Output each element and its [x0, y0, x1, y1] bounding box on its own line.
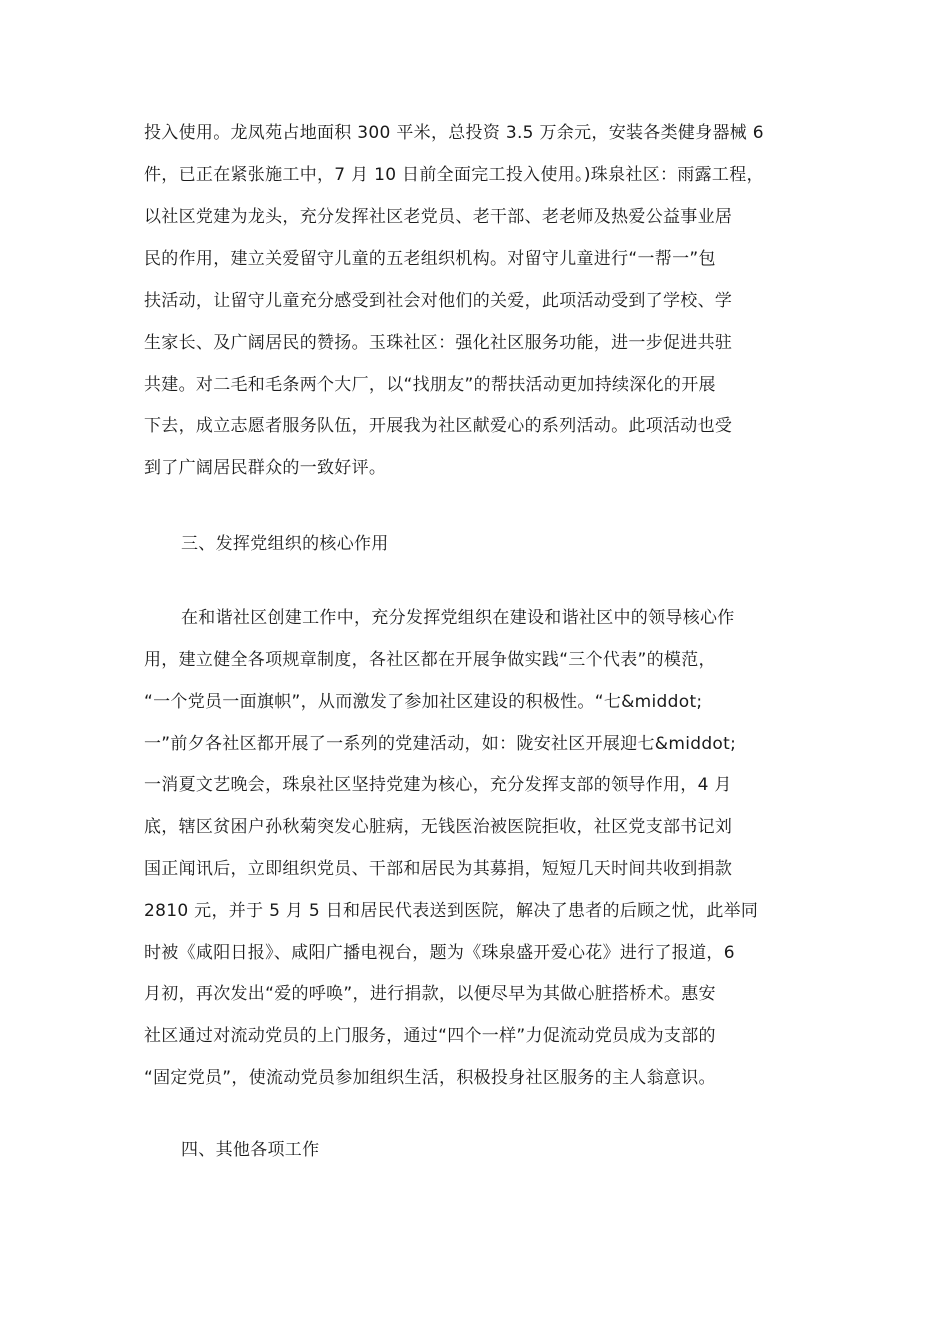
paragraph-line: 底，辖区贫困户孙秋菊突发心脏病，无钱医治被医院拒收，社区党支部书记刘 — [144, 817, 733, 837]
paragraph-line: 生家长、及广阔居民的赞扬。玉珠社区：强化社区服务功能，进一步促进共驻 — [144, 333, 733, 353]
section-heading: 三、发挥党组织的核心作用 — [181, 534, 389, 554]
paragraph-line: 一”前夕各社区都开展了一系列的党建活动，如：陇安社区开展迎七&middot; — [144, 734, 737, 754]
paragraph-line: 共建。对二毛和毛条两个大厂，以“找朋友”的帮扶活动更加持续深化的开展 — [144, 375, 716, 395]
paragraph-line: 件，已正在紧张施工中，7 月 10 日前全面完工投入使用。)珠泉社区：雨露工程， — [144, 165, 764, 185]
paragraph-line: 国正闻讯后，立即组织党员、干部和居民为其募捐，短短几天时间共收到捐款 — [144, 859, 733, 879]
paragraph-line: 下去，成立志愿者服务队伍，开展我为社区献爱心的系列活动。此项活动也受 — [144, 416, 733, 436]
paragraph-line: 以社区党建为龙头，充分发挥社区老党员、老干部、老老师及热爱公益事业居 — [144, 207, 733, 227]
paragraph-line: 到了广阔居民群众的一致好评。 — [144, 458, 387, 478]
section-heading: 四、其他各项工作 — [181, 1140, 320, 1160]
paragraph-line: 民的作用，建立关爱留守儿童的五老组织机构。对留守儿童进行“一帮一”包 — [144, 249, 716, 269]
paragraph-line: 扶活动，让留守儿童充分感受到社会对他们的关爱，此项活动受到了学校、学 — [144, 291, 733, 311]
paragraph-line: “一个党员一面旗帜”，从而激发了参加社区建设的积极性。“七&middot; — [144, 692, 703, 712]
paragraph-line: 社区通过对流动党员的上门服务，通过“四个一样”力促流动党员成为支部的 — [144, 1026, 716, 1046]
paragraph-line: 用，建立健全各项规章制度，各社区都在开展争做实践“三个代表”的模范， — [144, 650, 716, 670]
paragraph-line: “固定党员”，使流动党员参加组织生活，积极投身社区服务的主人翁意识。 — [144, 1068, 716, 1088]
paragraph-line: 在和谐社区创建工作中，充分发挥党组织在建设和谐社区中的领导核心作 — [181, 608, 735, 628]
paragraph-line: 一消夏文艺晚会，珠泉社区坚持党建为核心，充分发挥支部的领导作用，4 月 — [144, 775, 732, 795]
paragraph-line: 月初，再次发出“爱的呼唤”，进行捐款，以便尽早为其做心脏搭桥术。惠安 — [144, 984, 716, 1004]
paragraph-line: 2810 元，并于 5 月 5 日和居民代表送到医院，解决了患者的后顾之忧，此举同 — [144, 901, 759, 921]
paragraph-line: 投入使用。龙凤苑占地面积 300 平米，总投资 3.5 万余元，安装各类健身器械 6 — [144, 123, 764, 143]
paragraph-line: 时被《咸阳日报》、咸阳广播电视台，题为《珠泉盛开爱心花》进行了报道，6 — [144, 943, 735, 963]
